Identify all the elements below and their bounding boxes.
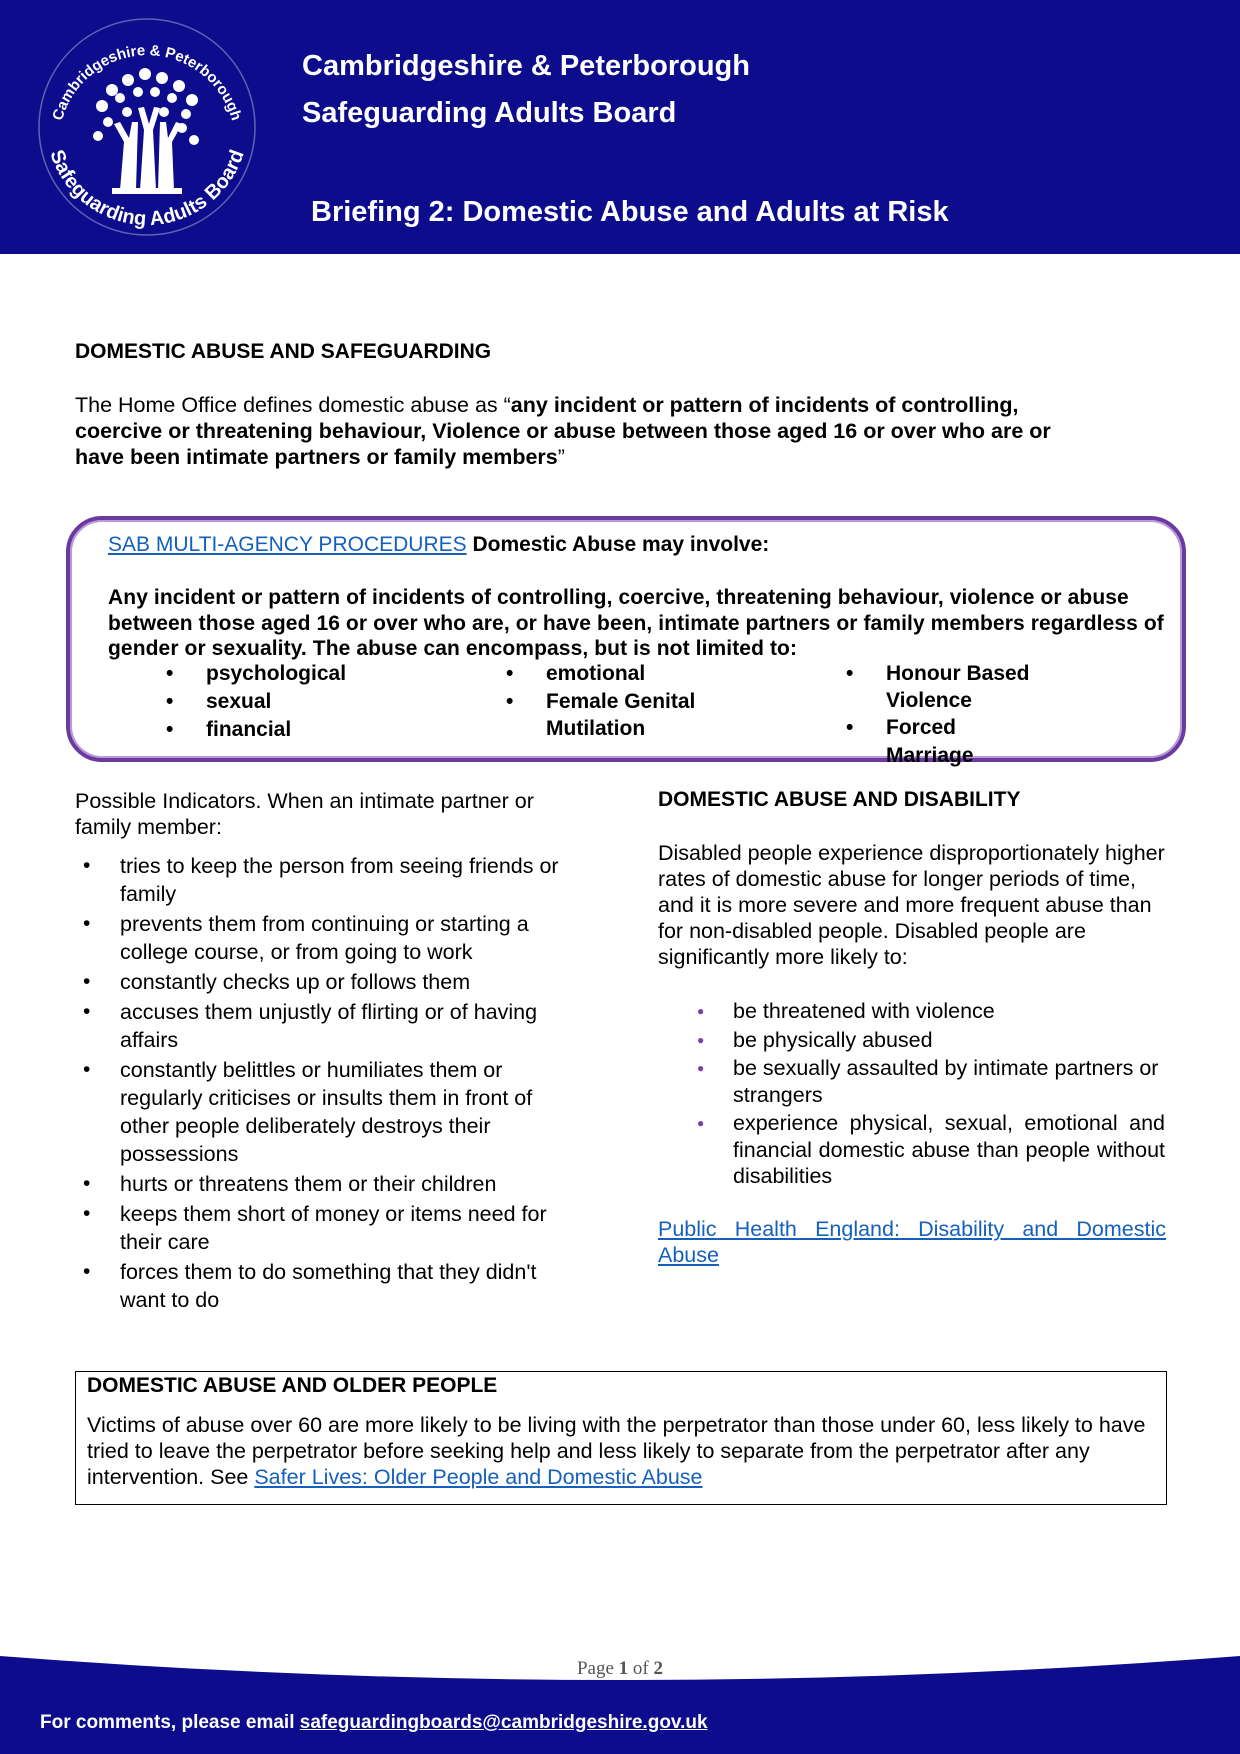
page-prefix: Page <box>576 1658 619 1679</box>
list-item: • constantly belittles or humiliates them or regularly criticises or insults them in front of other people deliberately destroys their possessions <box>80 1056 580 1168</box>
list-item: • accuses them unjustly of flirting or of having affairs <box>80 998 580 1054</box>
list-item: • constantly checks up or follows them <box>80 968 580 996</box>
definition-bold-1: any incident or pattern of incidents of controlling, <box>510 393 1019 417</box>
indicators-intro: Possible Indicators. When an intimate partner or family member: <box>75 789 534 839</box>
footer-comment-text: For comments, please email <box>40 1712 300 1733</box>
board-logo <box>32 12 262 242</box>
page-number <box>0 1658 1240 1680</box>
contact-email-link[interactable]: safeguardingboards@cambridgeshire.gov.uk <box>299 1712 708 1733</box>
logo-arc-text-top: Cambridgeshire & Peterborough <box>49 42 245 123</box>
list-item: ● experience physical, sexual, emotional and financial domestic abuse than people without disabilities <box>693 1110 1165 1190</box>
indicators-list <box>80 852 580 1316</box>
page-total: 2 <box>653 1658 663 1679</box>
safeguarding-heading: DOMESTIC ABUSE AND SAFEGUARDING <box>75 340 492 363</box>
list-item: ● be sexually assaulted by intimate partners or strangers <box>693 1055 1165 1108</box>
briefing-title: Briefing 2: Domestic Abuse and Adults at Risk <box>311 196 949 228</box>
logo-arc-text-bottom: Safeguarding Adults Board <box>45 146 249 231</box>
list-item: • Honour Based Violence <box>846 660 1046 714</box>
list-item: • prevents them from continuing or starting a college course, or from going to work <box>80 910 580 966</box>
definition-bold-2: coercive or threatening behaviour, Violence or abuse between those aged 16 or over who are or <box>75 419 1051 443</box>
older-people-text: Victims of abuse over 60 are more likely to be living with the perpetrator than those under 60, less likely to have tried to leave the perpetrator before seeking help and less likely to separate from the perpetrator after any intervention. See <box>87 1413 1146 1489</box>
older-people-heading: DOMESTIC ABUSE AND OLDER PEOPLE <box>87 1374 498 1397</box>
phe-link-wrap <box>658 1216 1166 1268</box>
abuse-types-col3 <box>846 660 1046 770</box>
disability-risk-list <box>693 998 1165 1192</box>
svg-text:Cambridgeshire & Peterborough <box>49 42 245 122</box>
page-of: of <box>628 1658 654 1679</box>
header-banner <box>0 0 1240 254</box>
list-item: • psychological <box>166 660 466 688</box>
definition-intro: The Home Office defines domestic abuse as “ <box>75 393 511 417</box>
list-item: ● be threatened with violence <box>693 998 1165 1025</box>
abuse-types-col1 <box>166 660 466 744</box>
page-current: 1 <box>618 1658 629 1679</box>
procedures-lead: Domestic Abuse may involve: <box>466 533 770 556</box>
list-item: • financial <box>166 716 466 744</box>
definition-bold-3: have been intimate partners or family members <box>75 445 558 469</box>
sab-procedures-link[interactable]: SAB MULTI-AGENCY PROCEDURES <box>108 533 467 556</box>
abuse-types-col2 <box>506 660 726 742</box>
phe-disability-link[interactable]: Public Health England: Disability and Domestic Abuse <box>658 1217 1166 1267</box>
list-item: • sexual <box>166 688 466 716</box>
list-item: • Forced Marriage <box>846 714 1046 770</box>
procedures-line <box>108 533 769 557</box>
list-item: • Female Genital Mutilation <box>506 688 726 742</box>
procedures-paragraph: Any incident or pattern of incidents of controlling, coercive, threatening behaviour, violence or abuse between those aged 16 or over who are, or have been, intimate partners or family members regardless of gender or sexuality. The abuse can encompass, but is not limited to: <box>108 586 1164 660</box>
disability-heading: DOMESTIC ABUSE AND DISABILITY <box>658 788 1021 811</box>
org-name-line1: Cambridgeshire & Peterborough <box>302 50 750 82</box>
list-item: • hurts or threatens them or their children <box>80 1170 580 1198</box>
home-office-definition <box>75 392 1175 470</box>
safer-lives-link[interactable]: Safer Lives: Older People and Domestic Abuse <box>254 1465 703 1489</box>
footer-contact <box>40 1712 708 1734</box>
list-item: • emotional <box>506 660 726 688</box>
list-item: • keeps them short of money or items need for their care <box>80 1200 580 1256</box>
list-item: ● be physically abused <box>693 1027 1165 1054</box>
org-name-line2: Safeguarding Adults Board <box>302 97 677 129</box>
older-people-paragraph <box>87 1412 1163 1490</box>
disability-paragraph: Disabled people experience disproportionately higher rates of domestic abuse for longer periods of time, and it is more severe and more frequent abuse than for non-disabled people. Disabled people are significantly more likely to: <box>658 841 1165 969</box>
list-item: • tries to keep the person from seeing friends or family <box>80 852 580 908</box>
list-item: • forces them to do something that they didn't want to do <box>80 1258 580 1314</box>
definition-close-quote: ” <box>557 445 565 469</box>
